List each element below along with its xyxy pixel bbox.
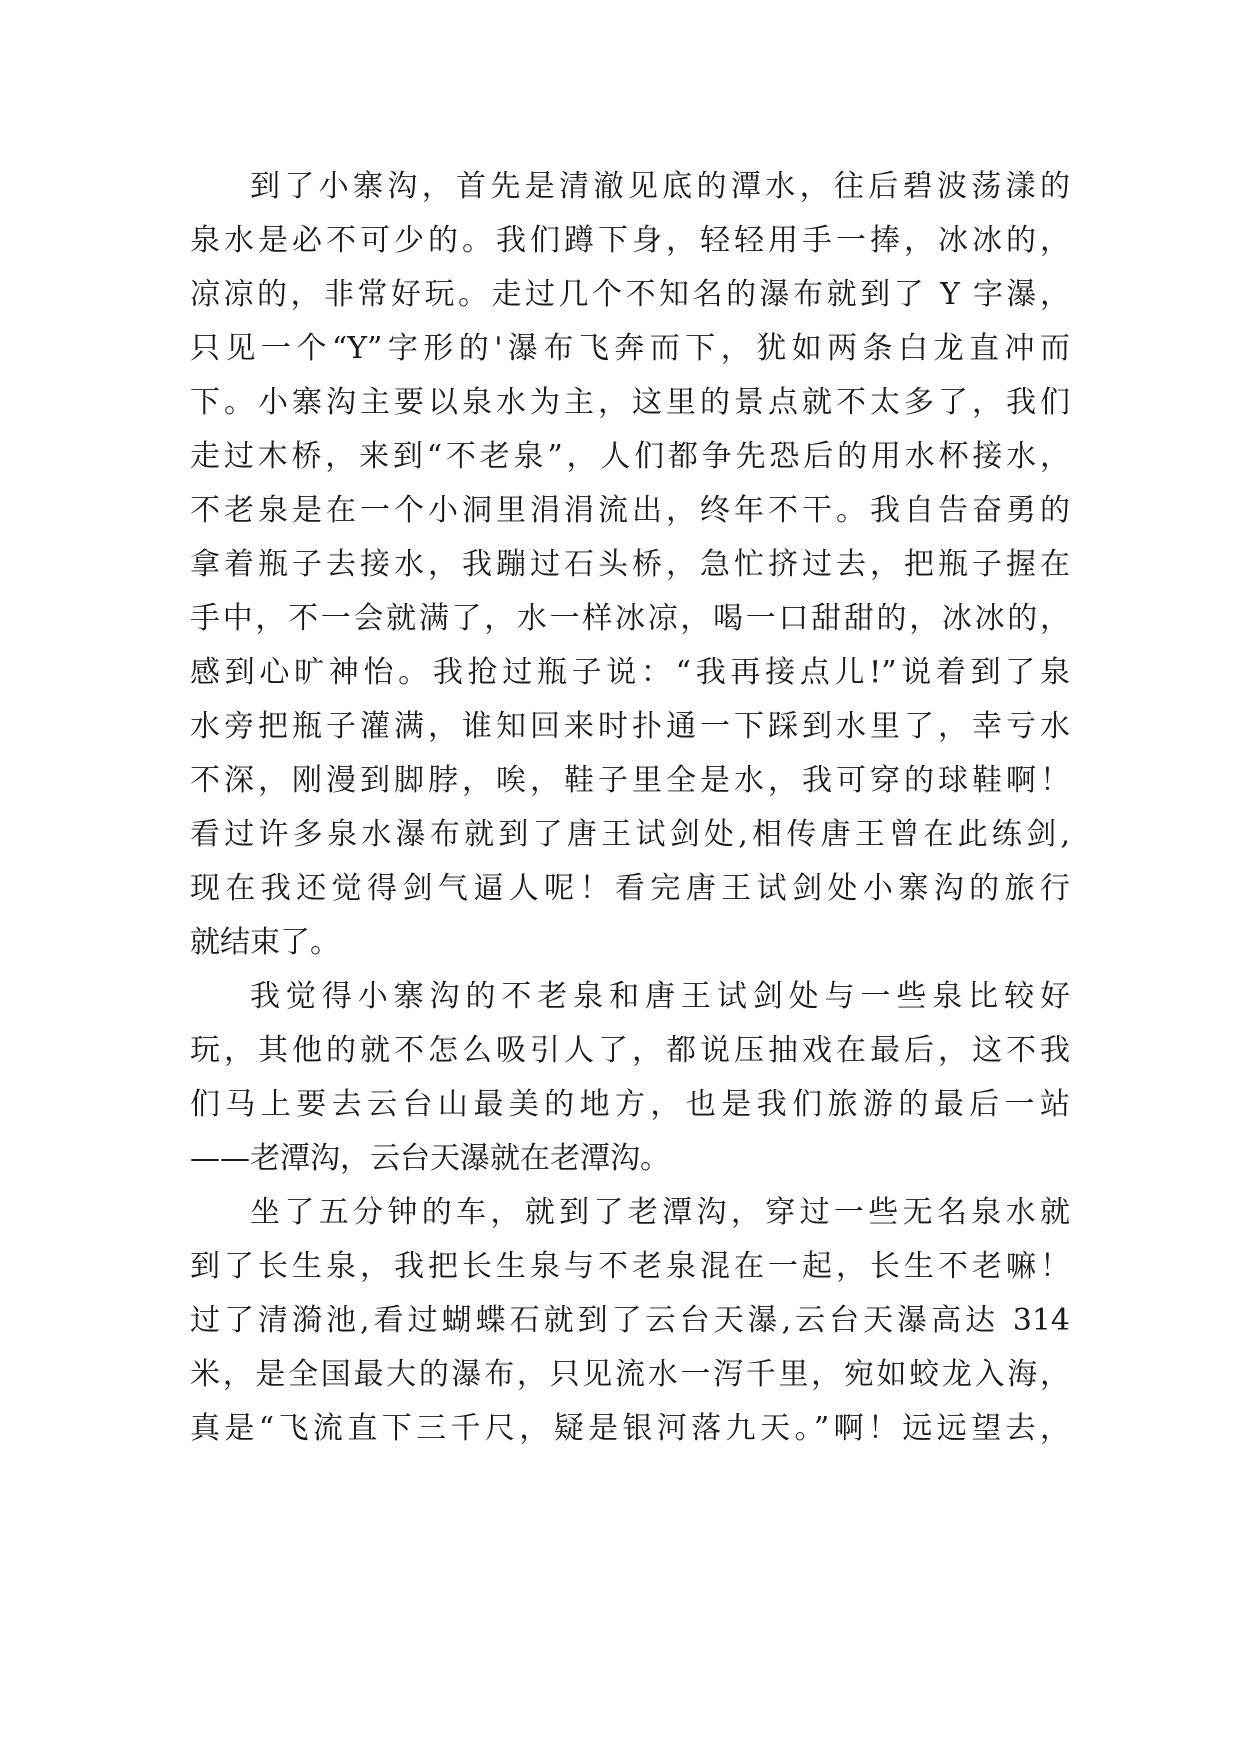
paragraph-3 xyxy=(190,1186,1070,1456)
text-line: 玩，其他的就不怎么吸引人了，都说压抽戏在最后，这不我 xyxy=(190,1033,1070,1068)
text-line: 米，是全国最大的瀑布，只见流水一泻千里，宛如蛟龙入海， xyxy=(190,1357,1070,1392)
text-line: 不老泉是在一个小洞里涓涓流出，终年不干。我自告奋勇的 xyxy=(190,493,1070,528)
text-line: ——老潭沟，云台天瀑就在老潭沟。 xyxy=(190,1141,670,1176)
text-line: 看过许多泉水瀑布就到了唐王试剑处,相传唐王曾在此练剑, xyxy=(190,817,1070,852)
text-line: 泉水是必不可少的。我们蹲下身，轻轻用手一捧，冰冰的， xyxy=(190,223,1070,258)
text-line: 下。小寨沟主要以泉水为主，这里的景点就不太多了，我们 xyxy=(190,385,1070,420)
text-line: 感到心旷神怡。我抢过瓶子说：“我再接点儿!”说着到了泉 xyxy=(190,655,1070,690)
text-line: 坐了五分钟的车，就到了老潭沟，穿过一些无名泉水就 xyxy=(250,1195,1070,1230)
text-line: 手中，不一会就满了，水一样冰凉，喝一口甜甜的，冰冰的， xyxy=(190,601,1070,636)
text-line: 拿着瓶子去接水，我蹦过石头桥，急忙挤过去，把瓶子握在 xyxy=(190,547,1070,582)
text-line: 不深，刚漫到脚脖，唉，鞋子里全是水，我可穿的球鞋啊！ xyxy=(190,763,1070,798)
text-line: 真是“飞流直下三千尺，疑是银河落九天。”啊！远远望去， xyxy=(190,1411,1070,1446)
document-body xyxy=(190,160,1070,1456)
text-line: 凉凉的，非常好玩。走过几个不知名的瀑布就到了 Y 字瀑， xyxy=(190,277,1070,312)
text-line: 走过木桥，来到“不老泉”，人们都争先恐后的用水杯接水， xyxy=(190,439,1070,474)
text-line: 水旁把瓶子灌满，谁知回来时扑通一下踩到水里了，幸亏水 xyxy=(190,709,1070,744)
text-line: 过了清漪池,看过蝴蝶石就到了云台天瀑,云台天瀑高达 314 xyxy=(190,1303,1070,1338)
text-line: 我觉得小寨沟的不老泉和唐王试剑处与一些泉比较好 xyxy=(250,979,1070,1014)
text-line: 就结束了。 xyxy=(190,925,340,960)
text-line: 们马上要去云台山最美的地方，也是我们旅游的最后一站 xyxy=(190,1087,1070,1122)
paragraph-2 xyxy=(190,970,1070,1186)
text-line: 到了小寨沟，首先是清澈见底的潭水，往后碧波荡漾的 xyxy=(250,169,1070,204)
text-line: 到了长生泉，我把长生泉与不老泉混在一起，长生不老嘛！ xyxy=(190,1249,1070,1284)
paragraph-1 xyxy=(190,160,1070,970)
text-line: 现在我还觉得剑气逼人呢！看完唐王试剑处小寨沟的旅行 xyxy=(190,871,1070,906)
text-line: 只见一个“Y”字形的'瀑布飞奔而下，犹如两条白龙直冲而 xyxy=(190,331,1070,366)
